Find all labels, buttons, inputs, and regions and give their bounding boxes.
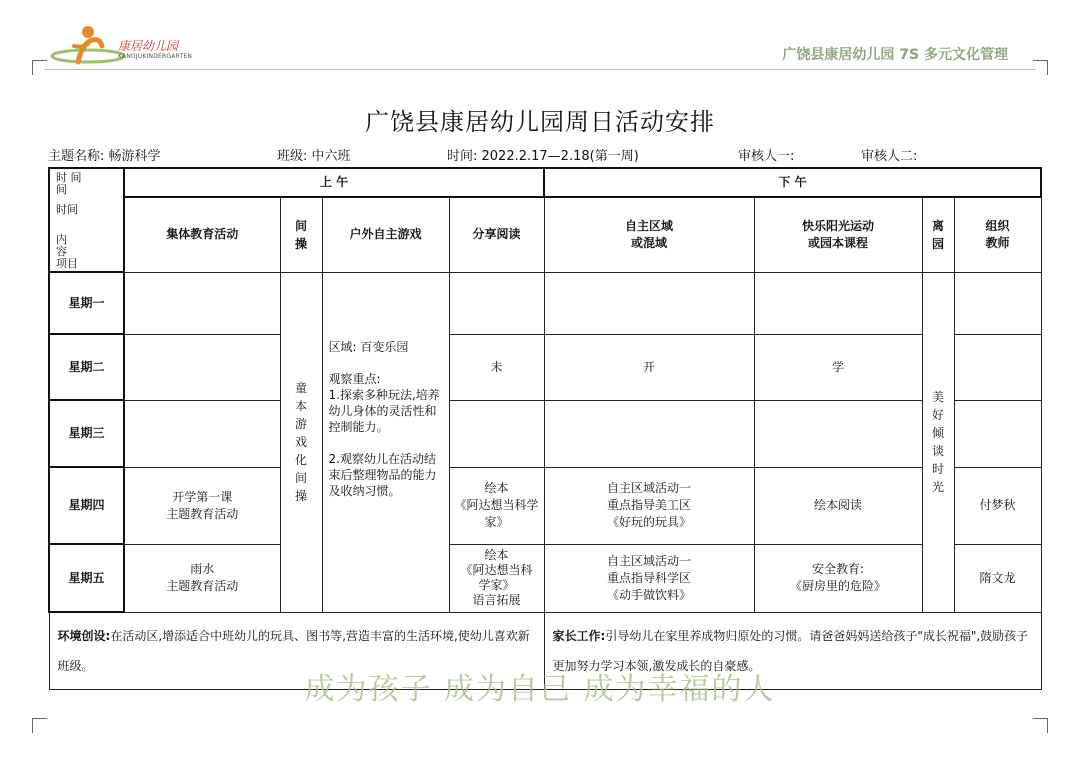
crop-mark-top-right [1033, 60, 1048, 75]
mon-area [544, 272, 754, 334]
mon-reading [449, 272, 544, 334]
page-title: 广饶县康居幼儿园周日活动安排 [365, 108, 715, 136]
logo-subtext: KANGJUKINDERGARTEN [118, 53, 193, 60]
fri-reading: 绘本 《阿达想当科 学家》 语言拓展 [449, 544, 544, 612]
wed-area [544, 400, 754, 467]
slogan-watermark: 成为孩子 成为自己 成为幸福的人 [304, 672, 776, 707]
day-friday: 星期五 [49, 544, 124, 612]
tue-area: 开 [544, 334, 754, 400]
tue-reading: 未 [449, 334, 544, 400]
class-name: 班级: 中六班 [277, 149, 351, 164]
theme-name: 主题名称: 畅游科学 [48, 149, 161, 164]
day-wednesday: 星期三 [49, 400, 124, 467]
col-exercise: 间操 [280, 197, 322, 272]
parent-work-label: 家长工作: [552, 628, 606, 643]
thu-sport: 绘本阅读 [754, 467, 922, 544]
col-free-area: 自主区域 或混域 [544, 197, 754, 272]
outdoor-play-merged-cell: 区域: 百变乐园 观察重点: 1.探索多种玩法,培养幼儿身体的灵活性和控制能力。 2.观察幼儿在活动结束后整理物品的能力及收纳习惯。 [322, 272, 449, 612]
environment-text: 在活动区,增添适合中班幼儿的玩具、图书等,营造丰富的生活环境,使幼儿喜欢新班级。 [57, 629, 530, 673]
thu-reading: 绘本 《阿达想当科学 家》 [449, 467, 544, 544]
fri-collective: 雨水 主题教育活动 [124, 544, 280, 612]
thu-area: 自主区域活动一 重点指导美工区 《好玩的玩具》 [544, 467, 754, 544]
morning-header: 上 午 [124, 168, 544, 197]
tue-teacher [954, 334, 1041, 400]
time-range: 时间: 2022.2.17—2.18(第一周) [447, 149, 639, 164]
afternoon-header: 下 午 [544, 168, 1041, 197]
crop-mark-bottom-left [32, 718, 47, 733]
col-outdoor-play: 户外自主游戏 [322, 197, 449, 272]
wed-reading [449, 400, 544, 467]
tue-collective [124, 334, 280, 400]
day-thursday: 星期四 [49, 467, 124, 544]
org-title: 广饶县康居幼儿园 7S 多元文化管理 [782, 47, 1008, 63]
day-monday: 星期一 [49, 272, 124, 334]
crop-mark-bottom-right [1033, 718, 1048, 733]
col-leave: 离园 [922, 197, 954, 272]
day-tuesday: 星期二 [49, 334, 124, 400]
wed-teacher [954, 400, 1041, 467]
thu-collective: 开学第一课 主题教育活动 [124, 467, 280, 544]
schedule-table [48, 167, 1042, 690]
exercise-merged-cell: 童本游戏化间操 [280, 272, 322, 612]
wed-collective [124, 400, 280, 467]
fri-sport: 安全教育: 《厨房里的危险》 [754, 544, 922, 612]
col-sunshine-sport: 快乐阳光运动 或园本课程 [754, 197, 922, 272]
parent-work-text: 引导幼儿在家里养成物归原处的习惯。请爸爸妈妈送给孩子"成长祝福",鼓励孩子更加努力学习本领,激发成长的自豪感。 [552, 628, 1029, 673]
wed-sport [754, 400, 922, 467]
fri-teacher: 隋文龙 [954, 544, 1041, 612]
reviewer-one: 审核人一: [738, 149, 795, 164]
tue-sport: 学 [754, 334, 922, 400]
thu-teacher: 付梦秋 [954, 467, 1041, 544]
mon-sport [754, 272, 922, 334]
header-divider [44, 69, 1036, 70]
mon-teacher [954, 272, 1041, 334]
leave-merged-cell: 美好倾谈时光 [922, 272, 954, 612]
col-teacher: 组织 教师 [954, 197, 1041, 272]
header-corner-cell: 时 间 间 时间 内 容 项目 [49, 168, 124, 272]
environment-label: 环境创设: [57, 629, 111, 643]
logo-text: 康居幼儿园 [118, 39, 179, 53]
mon-collective [124, 272, 280, 334]
fri-area: 自主区域活动一 重点指导科学区 《动手做饮料》 [544, 544, 754, 612]
col-collective-activity: 集体教育活动 [124, 197, 280, 272]
col-shared-reading: 分享阅读 [449, 197, 544, 272]
reviewer-two: 审核人二: [861, 149, 918, 164]
crop-mark-top-left [32, 60, 47, 75]
